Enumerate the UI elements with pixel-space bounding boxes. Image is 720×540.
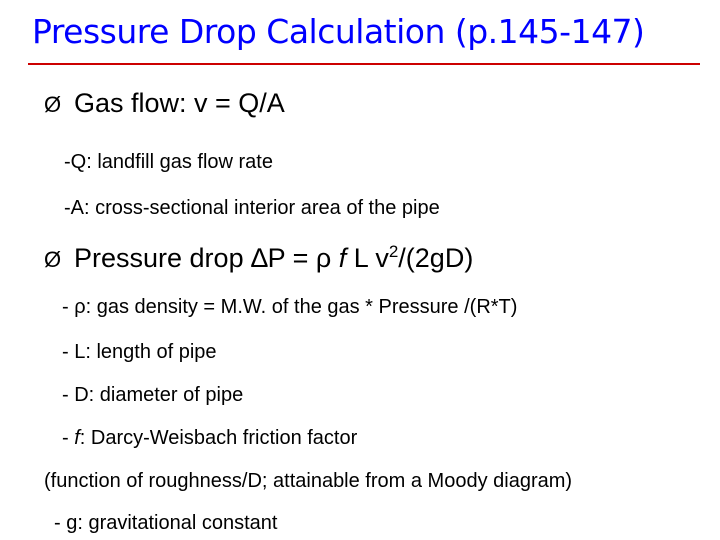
sub-item-rho: - ρ: gas density = M.W. of the gas * Pressure /(R*T): [62, 296, 518, 318]
delta-symbol: ∆: [251, 243, 268, 273]
friction-symbol: f: [74, 427, 80, 449]
sub-item-f-prefix: -: [62, 427, 75, 449]
friction-symbol: f: [338, 243, 347, 273]
sub-item-d: - D: diameter of pipe: [62, 384, 244, 406]
formula-exponent: 2: [388, 242, 399, 261]
sub-item-l: - L: length of pipe: [62, 341, 217, 363]
formula-pre: Pressure drop: [74, 243, 252, 273]
arrow-bullet-icon: Ø: [44, 247, 62, 272]
arrow-bullet-icon: Ø: [44, 92, 62, 117]
bullet-gas-flow: [44, 88, 285, 119]
formula-mid2: L v: [346, 243, 389, 273]
sub-item-f: [62, 427, 357, 450]
sub-item-q: -Q: landfill gas flow rate: [64, 151, 273, 173]
bullet-gas-flow-text: Gas flow: v = Q/A: [74, 88, 285, 118]
sub-item-g: - g: gravitational constant: [54, 512, 278, 534]
sub-item-f-text: : Darcy-Weisbach friction factor: [79, 427, 358, 449]
title-underline: [28, 63, 700, 65]
formula-mid1: P = ρ: [267, 243, 339, 273]
sub-note-moody: (function of roughness/D; attainable from a Moody diagram): [44, 470, 573, 492]
sub-item-a: -A: cross-sectional interior area of the pipe: [64, 197, 440, 219]
formula-post: /(2gD): [398, 243, 474, 273]
slide-title: Pressure Drop Calculation (p.145-147): [32, 12, 645, 51]
bullet-pressure-drop: [44, 243, 473, 274]
